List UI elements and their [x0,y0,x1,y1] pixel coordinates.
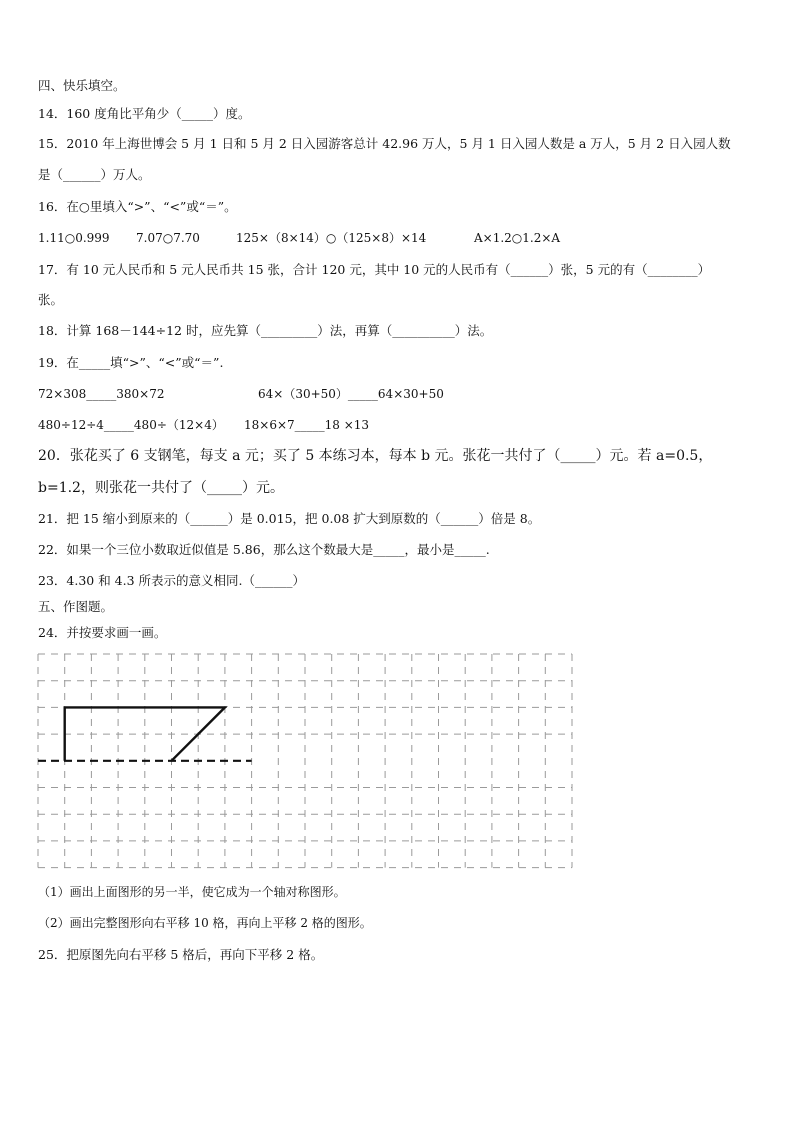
question-24-part-2: （2）画出完整图形向右平移 10 格，再向上平移 2 格的图形。 [38,916,372,930]
drawing-grid [36,652,576,872]
question-16-item-3: 125×（8×14）○（125×8）×14 [236,231,427,245]
section-five-heading: 五、作图题。 [38,599,114,614]
question-17-line-2: 张。 [38,292,64,307]
question-25: 25．把原图先向右平移 5 格后，再向下平移 2 格。 [38,947,324,962]
question-14: 14．160 度角比平角少（_____）度。 [38,106,251,121]
question-22: 22．如果一个三位小数取近似值是 5.86，那么这个数最大是_____，最小是_____. [38,542,490,557]
question-19-item-4: 18×6×7_____18 ×13 [244,418,370,432]
question-20-line-2: b=1.2，则张花一共付了（_____）元。 [38,480,284,496]
question-24-part-1: （1）画出上面图形的另一半，使它成为一个轴对称图形。 [38,885,346,899]
question-15-line-2: 是（______）万人。 [38,167,151,182]
question-18: 18．计算 168－144÷12 时，应先算（_________）法，再算（__________）法。 [38,323,493,338]
question-19-item-3: 480÷12÷4_____480÷（12×4） [38,418,224,432]
question-17-line-1: 17．有 10 元人民币和 5 元人民币共 15 张，合计 120 元，其中 10 元的人民币有（______）张，5 元的有（________） [38,262,711,277]
question-16-item-2: 7.07○7.70 [136,231,200,245]
question-16-item-4: A×1.2○1.2×A [474,231,561,245]
question-16: 16．在○里填入“>”、“<”或“＝”。 [38,199,237,214]
question-19: 19．在_____填“>”、“<”或“＝”. [38,355,224,370]
question-19-item-1: 72×308_____380×72 [38,387,165,401]
question-23: 23．4.30 和 4.3 所表示的意义相同.（______） [38,573,306,588]
question-21: 21．把 15 缩小到原来的（______）是 0.015，把 0.08 扩大到原数的（______）倍是 8。 [38,511,541,526]
section-four-heading: 四、快乐填空。 [38,78,126,93]
question-24: 24．并按要求画一画。 [38,625,167,640]
question-20-line-1: 20．张花买了 6 支钢笔，每支 a 元；买了 5 本练习本，每本 b 元。张花一共付了（_____）元。若 a=0.5， [38,448,713,464]
question-15-line-1: 15．2010 年上海世博会 5 月 1 日和 5 月 2 日入园游客总计 42.96 万人，5 月 1 日入园人数是 a 万人，5 月 2 日入园人数 [38,136,731,151]
question-19-item-2: 64×（30+50）_____64×30+50 [258,387,444,401]
question-16-item-1: 1.11○0.999 [38,231,110,245]
